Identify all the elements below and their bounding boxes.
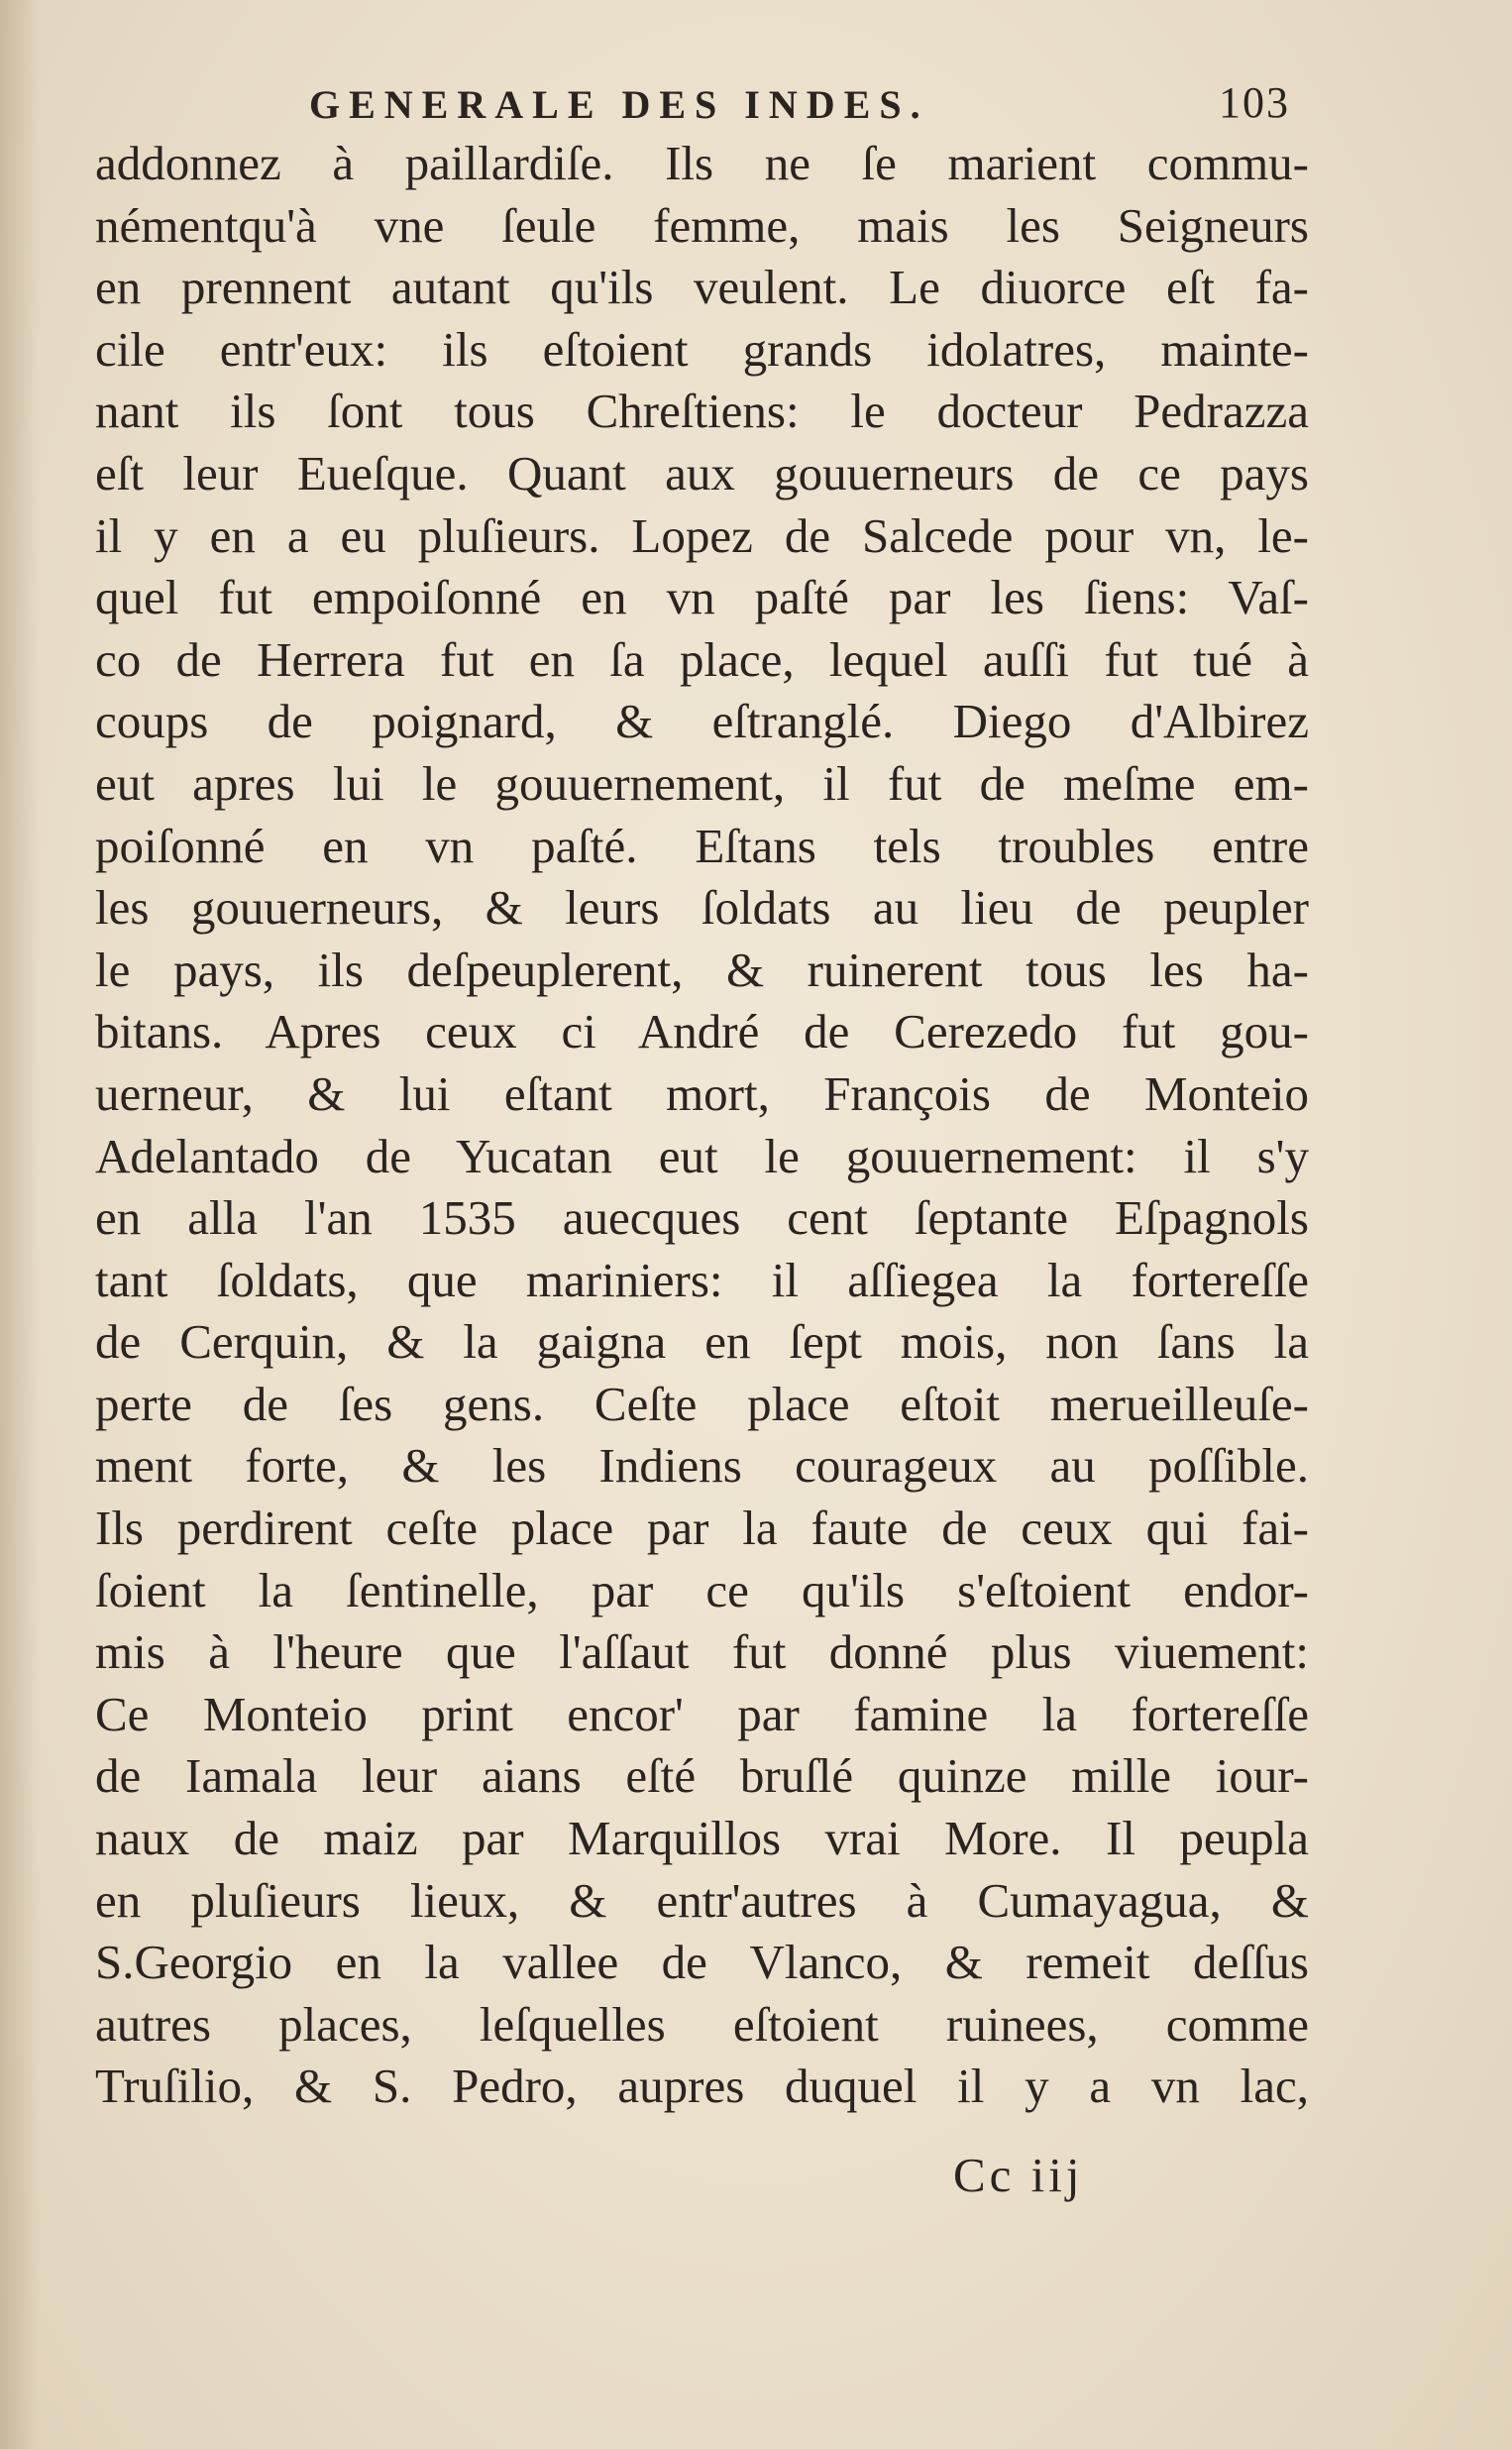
body-text — [95, 133, 1309, 2118]
text-line: uerneur, & lui eſtant mort, François de Monteio — [95, 1065, 1309, 1121]
text-line: ſoient la ſentinelle, par ce qu'ils s'eſtoient endor- — [95, 1562, 1309, 1617]
text-line: autres places, leſquelles eſtoient ruinees, comme — [95, 1996, 1309, 2052]
text-line: mis à l'heure que l'aſſaut fut donné plus viuement: — [95, 1624, 1309, 1680]
binding-shadow — [0, 0, 40, 2449]
text-line: en prennent autant qu'ils veulent. Le diuorce eſt fa- — [95, 260, 1309, 315]
text-line: il y en a eu pluſieurs. Lopez de Salcede pour vn, le- — [95, 507, 1309, 563]
text-line: le pays, ils deſpeuplerent, & ruinerent tous les ha- — [95, 942, 1309, 997]
text-line: addonnez à paillardiſe. Ils ne ſe marient commu- — [95, 136, 1309, 190]
text-line: co de Herrera fut en ſa place, lequel auſſi fut tué à — [95, 631, 1309, 687]
text-line: némentqu'à vne ſeule femme, mais les Seigneurs — [95, 197, 1309, 253]
text-line: Ce Monteio print encor' par famine la fortereſſe — [95, 1686, 1309, 1741]
text-line: naux de maiz par Marquillos vrai More. Il peupla — [95, 1811, 1309, 1866]
text-line: Ils perdirent ceſte place par la faute de ceux qui fai- — [95, 1501, 1309, 1556]
text-line: les gouuerneurs, & leurs ſoldats au lieu de peupler — [95, 880, 1309, 936]
text-line: cile entr'eux: ils eſtoient grands idolatres, mainte- — [95, 321, 1309, 377]
text-line: Adelantado de Yucatan eut le gouuernement: il s'y — [95, 1128, 1309, 1183]
text-line: poiſonné en vn paſté. Eſtans tels troubles entre — [95, 818, 1309, 873]
text-line: S.Georgio en la vallee de Vlanco, & remeit deſſus — [95, 1935, 1309, 1990]
text-line: quel fut empoiſonné en vn paſté par les ſiens: Vaſ- — [95, 570, 1309, 625]
text-line: eut apres lui le gouuernement, il fut de meſme em- — [95, 755, 1309, 811]
signature-mark: Cc iij — [953, 2148, 1084, 2202]
text-line: ment forte, & les Indiens courageux au poſſible. — [95, 1438, 1309, 1494]
text-line: perte de ſes gens. Ceſte place eſtoit merueilleuſe- — [95, 1376, 1309, 1431]
text-line: en pluſieurs lieux, & entr'autres à Cumayagua, & — [95, 1872, 1309, 1928]
running-title: GENERALE DES INDES. — [309, 82, 929, 127]
text-line: coups de poignard, & eſtranglé. Diego d'Albirez — [95, 694, 1309, 749]
page-number: 103 — [1219, 78, 1290, 127]
text-line: Truſilio, & S. Pedro, aupres duquel il y a vn lac, — [95, 2059, 1309, 2114]
text-line: eſt leur Eueſque. Quant aux gouuerneurs de ce pays — [95, 445, 1309, 501]
text-line: tant ſoldats, que mariniers: il aſſiegea la fortereſſe — [95, 1252, 1309, 1307]
text-line: de Iamala leur aians eſté bruſlé quinze mille iour- — [95, 1748, 1309, 1804]
running-head — [309, 78, 1300, 141]
text-line: bitans. Apres ceux ci André de Cerezedo fut gou- — [95, 1004, 1309, 1059]
text-line: en alla l'an 1535 auecques cent ſeptante Eſpagnols — [95, 1190, 1309, 1246]
text-line: nant ils ſont tous Chreſtiens: le docteur Pedrazza — [95, 384, 1309, 439]
text-line: de Cerquin, & la gaigna en ſept mois, non ſans la — [95, 1314, 1309, 1370]
